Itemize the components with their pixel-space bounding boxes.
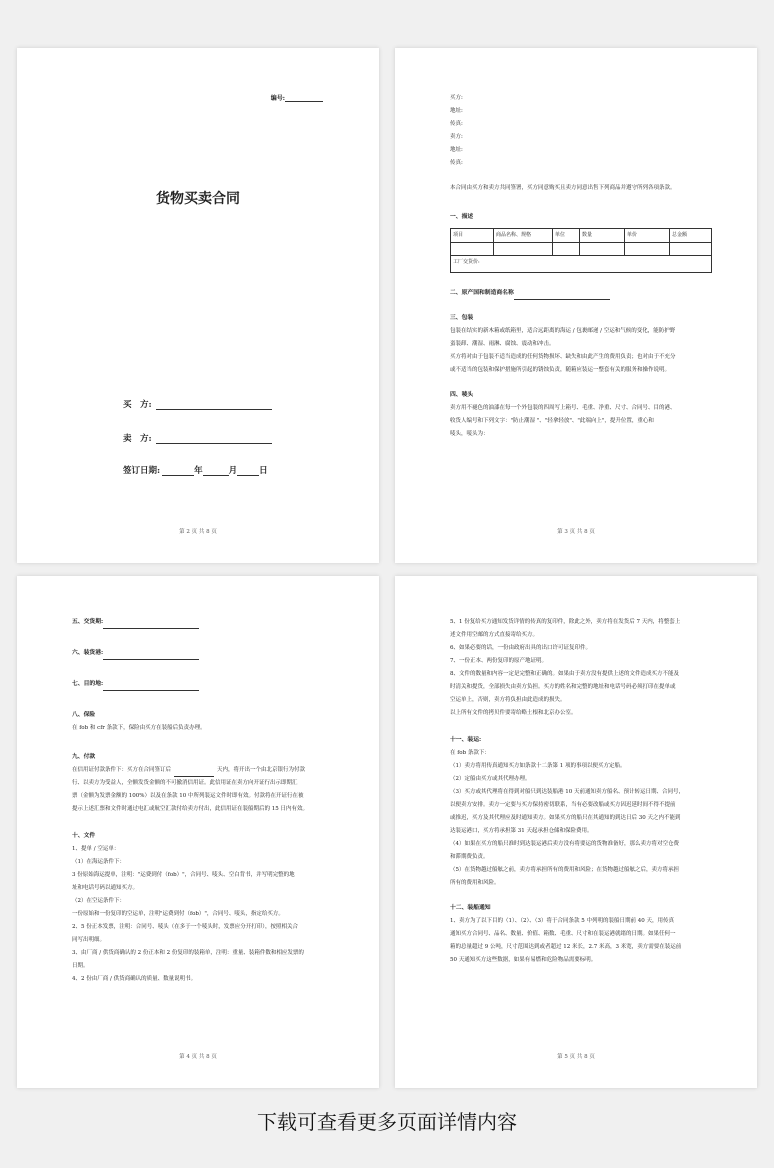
- page-number: 第 2 页 共 8 页: [179, 529, 217, 535]
- document-page-3: [17, 576, 379, 1088]
- section-heading: 九、付款: [72, 754, 96, 760]
- shipment-paragraph: 在 fob 条款下： （1）卖方将用传真通知买方如条款十二条第 1 项的事项以便买方定船。 （2）定船由买方或其代理办理。 （3）买方或其代理将在得到对船只到达装船港 10 天前通知卖方船名、预计转运日期、合同号， 以便卖方安排。卖方一定要与买方保持密切联系，当有必要改船或买方因迟延时间不得不提前 或推迟，买方及其代理应及时通知卖方。如果买方的船只在其通知的到达日后 30 天之内不能到 达装运港口，买方将承担第 31 天起承担仓储和保险费用。 （4）如果在买方的船只准时到达装运港后卖方没有将要运的货物准备好，那么卖方将对空仓费 和滞期费负责。 （5）在货物越过船舷之前，卖方将承担所有的费用和风险；在货物越过船舷之后，卖方将承担 所有的费用和风险。: [450, 750, 684, 886]
- section-heading: 二、原产国和制造商名称: [450, 287, 710, 300]
- page-number: 第 5 页 共 8 页: [557, 1054, 595, 1060]
- documents-continued: 5、1 份复给买方通知发货详情的传真的复印件，除此之外，卖方将在发货后 7 天内，将整套上 述文件用空邮的方式直接寄给买方。 6、如果必要的话，一份由政府出具的出口许可证复印件。 7、一份正本、两份复印的原产地证明。 8、文件的数量和内容一定是完整和正确的。如果由于卖方没有提供上述的文件造成买方不能及 时清关和提货，全部损失由卖方负担。买方的姓名和完整的地址和电话号码必须打印在提单或 空运单上，否则，卖方将负担由此造成的损失。 以上所有文件的拷贝件要寄给略土根和北京办公室。: [450, 619, 681, 716]
- section-heading: 十一、装运:: [450, 737, 482, 743]
- buyer-signature-line: 买 方:: [123, 398, 272, 410]
- document-page-2: [395, 48, 757, 563]
- sign-date-line: 签订日期: 年 月 日: [123, 466, 268, 476]
- seller-signature-line: 卖 方:: [123, 432, 272, 444]
- section-heading: 十二、装船通知: [450, 905, 491, 911]
- page-number: 第 4 页 共 8 页: [179, 1054, 217, 1060]
- table-header: 数量: [580, 229, 625, 243]
- section-heading: 八、保险: [72, 712, 96, 718]
- section-heading: 四、唛头: [450, 392, 474, 398]
- table-header: 总金额: [670, 229, 712, 243]
- payment-paragraph: 在信用证付款条件下：买方在合同签订后 天内，将开出一个由北京银行为付款 行、以卖方为受益人，全额发货金额的不可撤消信用证。此信用证在卖方向开证行出示即期汇 票（金额为发票金额的 100%）以及在条款 10 中所列装运文件时即有效。付款将在开证行在被 提示上述汇票和文件时通过电汇或航空汇款付给卖方付出，此信用证在装船期后的 15 日内有效。: [72, 767, 308, 812]
- table-header: 商品名称、规格: [494, 229, 553, 243]
- table-header: 项目: [451, 229, 494, 243]
- document-title: 货物买卖合同: [156, 191, 240, 207]
- table-footer: 工厂交货价:: [451, 256, 712, 273]
- insurance-paragraph: 在 fob 和 cfr 条款下，保险由买方在装船后负责办理。: [72, 725, 206, 731]
- section-heading: 十、文件: [72, 833, 96, 839]
- document-page-4: [395, 576, 757, 1088]
- section-heading: 三、包装: [450, 315, 474, 321]
- loading-port-field: 六、装货港:: [72, 647, 332, 660]
- destination-field: 七、目的地:: [72, 678, 332, 691]
- goods-description-table: [450, 228, 712, 273]
- page-number: 第 3 页 共 8 页: [557, 529, 595, 535]
- document-page-cover: [17, 48, 379, 563]
- documents-paragraph: 1、提单 / 空运单： （1）在海运条件下： 3 份原始海运提单，注明："运费到付（fob）"，合同号、唛头、空白背书，并写明完整的地 址和电话号码以通知买方。 （2）在空运条件下： 一份原始和一份复印的空运单，注明"运费到付（fob）"，合同号、唛头，指定给买方。 2、5 份正本发票，注明：合同号、唛头（在多于一个唛头时，发票应分开打印），按照相关合 同写出明细。 3、由厂商 / 供货商确认的 2 份正本和 2 份复印的装箱单，注明：重量、装箱件数和相应发票的 日期。 4、2 份由厂商 / 供货商确认的质量、数量说明书。: [72, 846, 304, 982]
- contract-number-field: 编号:: [271, 93, 323, 102]
- table-header: 单位: [553, 229, 580, 243]
- delivery-time-field: 五、交货期:: [72, 616, 332, 629]
- packing-paragraph: 包装在结实的新木箱或纸箱里，适合远距离的海运 / 包裹邮递 / 空运和气候的变化，能防护野 蛮装卸、潮湿、雨淋、腐蚀、震动和冲击。 买方将对由于包装不适当造成的任何货物损坏、缺失和由此产生的费用负责；也对由于不充分 或不适当的包装和保护措施所引起的锈蚀负责，随箱应装运一整套有关的服务和操作说明。: [450, 328, 676, 373]
- intro-paragraph: 本合同由买方和卖方共同签署，买方同意购买且卖方同意出售下列商品并遵守所列各项条款。: [450, 185, 676, 191]
- table-header: 单价: [625, 229, 670, 243]
- marks-paragraph: 卖方用不褪色的油漆在每一个外包装的四周写上箱号、毛重、净重、尺寸、合同号、目的港、 收货人编号和下列文字："防止潮湿 "、"轻拿轻放"、"此端向上"，提升位置，重心和 唛头，唛头为：: [450, 405, 676, 437]
- download-caption: 下载可查看更多页面详情内容: [257, 1110, 517, 1134]
- number-blank: [285, 94, 323, 102]
- section-heading: 一、描述: [450, 214, 474, 220]
- party-info: 买方: 地址: 传真: 卖方: 地址: 传真:: [450, 95, 463, 166]
- shipping-notice-paragraph: 1、卖方为了以下目的（1）、（2）、（3）将于合同条款 5 中列明的装船日期前 40 天，用传真 通知买方合同号、品名、数量、价值、箱数、毛重、尺寸和在装运港就绪的日期。如果任何一 箱的总量超过 9 公吨，尺寸范围达到或者超过 12 米长，2.7 米高，3 米宽，卖方需要在装运前 50 天通知买方这些数据，如果有易燃和危险物品需要标明。: [450, 918, 682, 963]
